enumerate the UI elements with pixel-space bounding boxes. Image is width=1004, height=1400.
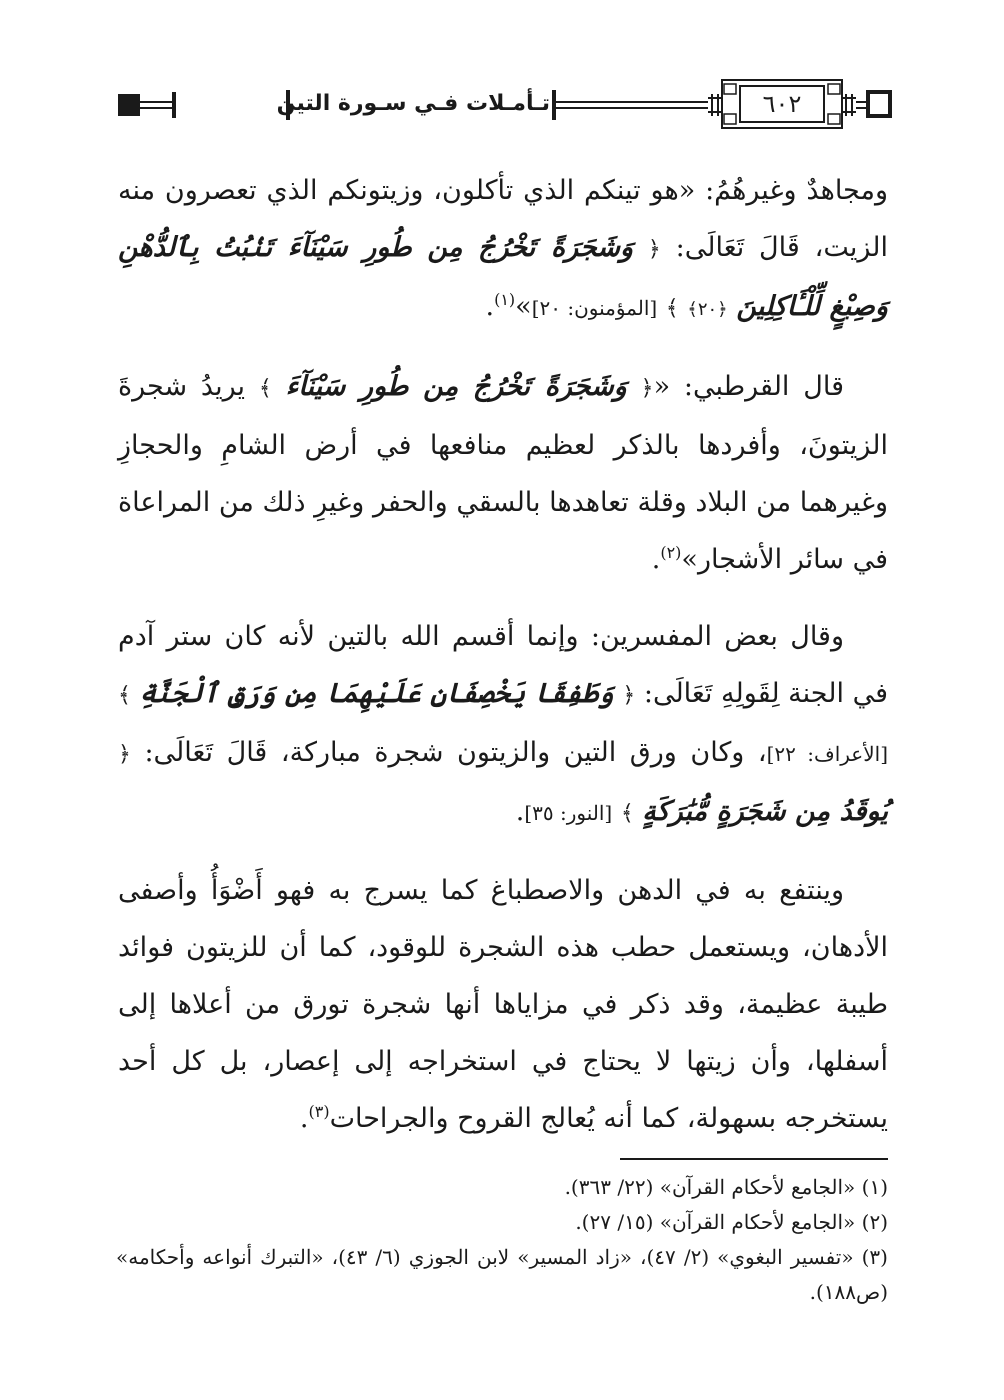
paragraph-1: [118, 162, 888, 338]
quran-open-bracket: ﴿: [118, 742, 131, 767]
paragraph-4: [118, 862, 888, 1147]
quran-verse: يُوقَدُ مِن شَجَرَةٍ مُّبَٰرَكَةٍ: [642, 796, 888, 827]
surah-reference: [النور: ٣٥]: [524, 801, 613, 825]
paragraph-end: .: [651, 544, 661, 575]
footnote-2: (٢) «الجامع لأحكام القرآن» (١٥/ ٢٧).: [575, 1210, 888, 1234]
footnote-3: (٣) «تفسير البغوي» (٢/ ٤٧)، «زاد المسير» لابن الجوزي (٦/ ٤٣)، «التبرك أنواعه وأحكامه» (ص١٨٨).: [116, 1245, 888, 1304]
quran-verse: وَطَفِقَا يَخْصِفَانِ عَلَيْهِمَا مِن وَرَقِ ٱلْجَنَّةِ: [139, 678, 614, 709]
surah-reference: [المؤمنون: ٢٠]: [531, 296, 658, 320]
right-square-ornament: [868, 92, 890, 116]
paragraph-end: .: [485, 291, 495, 322]
quran-close-bracket: ﴾: [258, 376, 272, 401]
footnote-separator: [620, 1158, 888, 1160]
quran-close-bracket: ﴾: [118, 683, 131, 708]
paragraph-text: ومجاهدٌ وغيرهُمُ: «هو تينكم الذي تأكلون، وزيتونكم الذي تعصرون منه الزيت، قَالَ تَعَالَى:: [118, 175, 888, 263]
quran-open-bracket: ﴿: [647, 237, 661, 262]
surah-reference: [الأعراف: ٢٢]: [766, 742, 888, 766]
paragraph-end: .: [299, 1103, 309, 1134]
footnote-1: (١) «الجامع لأحكام القرآن» (٢٢/ ٣٦٣).: [564, 1175, 888, 1199]
footnotes: [116, 1170, 888, 1310]
quran-verse: وَشَجَرَةً تَخْرُجُ مِن طُورِ سَيْنَآءَ تَنۢبُتُ بِٱلدُّهْنِ وَصِبْغٍ لِّلْـَٔاكِلِينَ: [118, 232, 888, 322]
quran-verse: وَشَجَرَةً تَخْرُجُ مِن طُورِ سَيْنَآءَ: [285, 371, 627, 402]
paragraph-2: [118, 358, 888, 588]
paragraph-text: يريدُ شجرةَ الزيتونَ، وأفردها بالذكر لعظيم منافعها في أرض الشامِ والحجازِ وغيرهما من البلاد وقلة تعاهدها بالسقي والحفر وغيرِ ذلك من المراعاة في سائر الأشجار»: [118, 371, 888, 575]
paragraph-end: .: [515, 796, 525, 827]
quran-close-bracket: ﴾: [665, 296, 679, 321]
paragraph-text: وينتفع به في الدهن والاصطباغ كما يسرج به فهو أَضْوَأُ وأصفى الأدهان، ويستعمل حطب هذه الشجرة للوقود، كما أن للزيتون فوائد طيبة عظيمة، وقد ذكر في مزاياها أنها شجرة تورق من أعلاها إلى أسفلها، وأن زيتها لا يحتاج في استخراجه إلى إعصار، بل كل أحد يستخرجه بسهولة، كما أنه يُعالج القروح والجراحات: [118, 875, 888, 1134]
paragraph-text: قال القرطبي: «: [653, 371, 844, 402]
footnote-marker[interactable]: (١): [494, 290, 516, 309]
ayah-number-mark: ﴿٢٠﴾: [687, 299, 728, 320]
paragraph-3: [118, 608, 888, 842]
paragraph-text: »: [515, 291, 532, 322]
footnote-marker[interactable]: (٢): [660, 543, 682, 562]
running-header: [112, 78, 892, 132]
paragraph-text: ، وكان ورق التين والزيتون شجرة مباركة، قَالَ تَعَالَى:: [130, 737, 767, 768]
quran-open-bracket: ﴿: [640, 376, 654, 401]
left-square-ornament: [118, 94, 140, 116]
quran-open-bracket: ﴿: [622, 683, 636, 708]
quran-close-bracket: ﴾: [620, 801, 634, 826]
page-number: ٦٠٢: [762, 90, 802, 118]
main-text: [118, 162, 888, 1147]
footnote-marker[interactable]: (٣): [308, 1102, 330, 1121]
paragraph-text: وقال بعض المفسرين: وإنما أقسم الله بالتين لأنه كان ستر آدم في الجنة لِقَولِهِ تَعَالَى:: [118, 621, 888, 709]
book-title: تـأمـلات فـي سـورة التين: [292, 86, 550, 122]
